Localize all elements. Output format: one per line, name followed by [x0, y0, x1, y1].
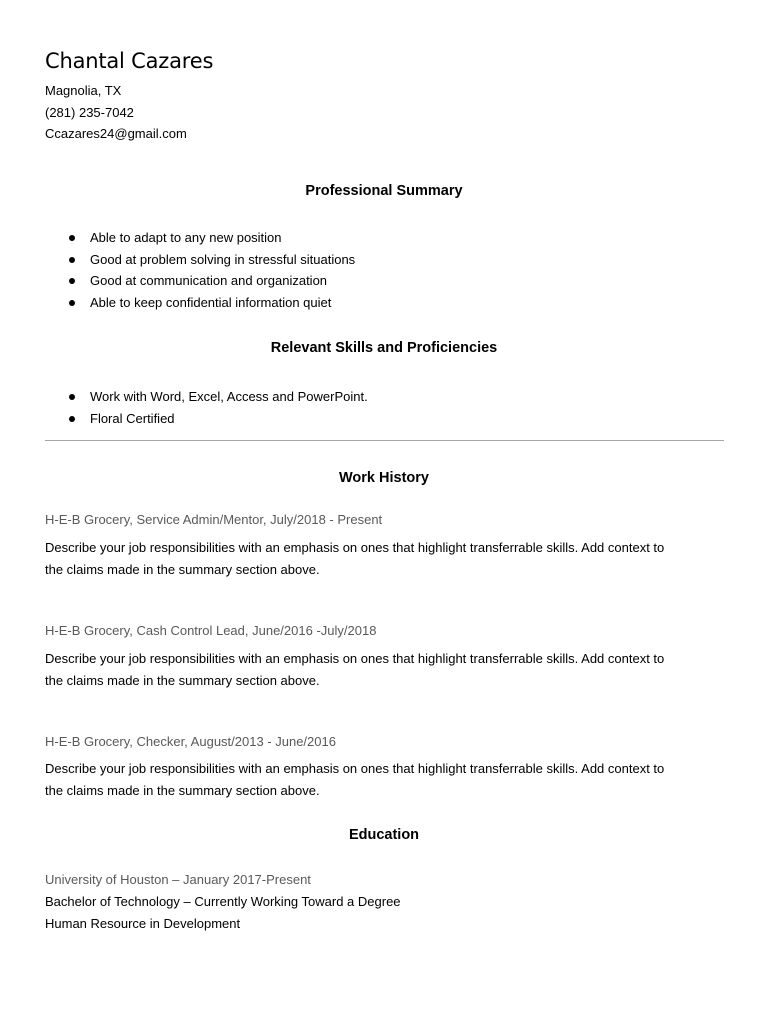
job-description-line: Describe your job responsibilities with an emphasis on ones that highlight transferrable skills. Add context to	[45, 651, 665, 666]
section-divider	[45, 440, 724, 441]
summary-item-text: Able to adapt to any new position	[90, 230, 282, 245]
job-heading: H-E-B Grocery, Cash Control Lead, June/2016 -July/2018	[45, 623, 377, 638]
degree: Bachelor of Technology – Currently Working Toward a Degree	[45, 894, 401, 909]
skills-item	[45, 408, 368, 430]
summary-item-text: Good at communication and organization	[90, 273, 328, 289]
job-heading: H-E-B Grocery, Service Admin/Mentor, July/2018 - Present	[45, 512, 383, 527]
phone: (281) 235-7042	[45, 104, 134, 120]
skills-list	[45, 386, 368, 429]
job-description	[45, 537, 725, 580]
summary-item	[45, 249, 355, 271]
job-heading: H-E-B Grocery, Checker, August/2013 - June/2016	[45, 734, 336, 749]
job-description-line: Describe your job responsibilities with an emphasis on ones that highlight transferrable skills. Add context to	[45, 540, 665, 555]
location: Magnolia, TX	[45, 83, 122, 98]
skills-title: Relevant Skills and Proficiencies	[270, 340, 498, 356]
summary-item	[45, 270, 355, 292]
job-description	[45, 758, 725, 801]
bullet-icon	[69, 416, 75, 422]
bullet-icon	[69, 235, 75, 241]
skills-item-text: Floral Certified	[90, 410, 175, 426]
school: University of Houston – January 2017-Present	[45, 872, 311, 887]
summary-item	[45, 227, 355, 249]
job-description-line: the claims made in the summary section above.	[45, 561, 320, 577]
summary-title: Professional Summary	[305, 183, 463, 199]
job-description	[45, 648, 725, 691]
skills-item	[45, 386, 368, 408]
job-description-line: the claims made in the summary section above.	[45, 782, 320, 798]
work-title: Work History	[339, 470, 429, 486]
job-description-line: the claims made in the summary section above.	[45, 672, 320, 688]
bullet-icon	[69, 257, 75, 263]
skills-item-text: Work with Word, Excel, Access and PowerPoint.	[90, 389, 368, 404]
bullet-icon	[69, 278, 75, 284]
education-title: Education	[348, 827, 420, 843]
email: Ccazares24@gmail.com	[45, 126, 187, 142]
summary-item	[45, 292, 355, 314]
summary-list	[45, 227, 355, 314]
field-of-study: Human Resource in Development	[45, 916, 241, 931]
bullet-icon	[69, 394, 75, 400]
summary-item-text: Good at problem solving in stressful situations	[90, 251, 356, 267]
contact-info	[45, 80, 187, 145]
summary-item-text: Able to keep confidential information quiet	[90, 295, 332, 311]
job-description-line: Describe your job responsibilities with an emphasis on ones that highlight transferrable skills. Add context to	[45, 761, 665, 776]
candidate-name: Chantal Cazares	[45, 49, 214, 73]
bullet-icon	[69, 300, 75, 306]
